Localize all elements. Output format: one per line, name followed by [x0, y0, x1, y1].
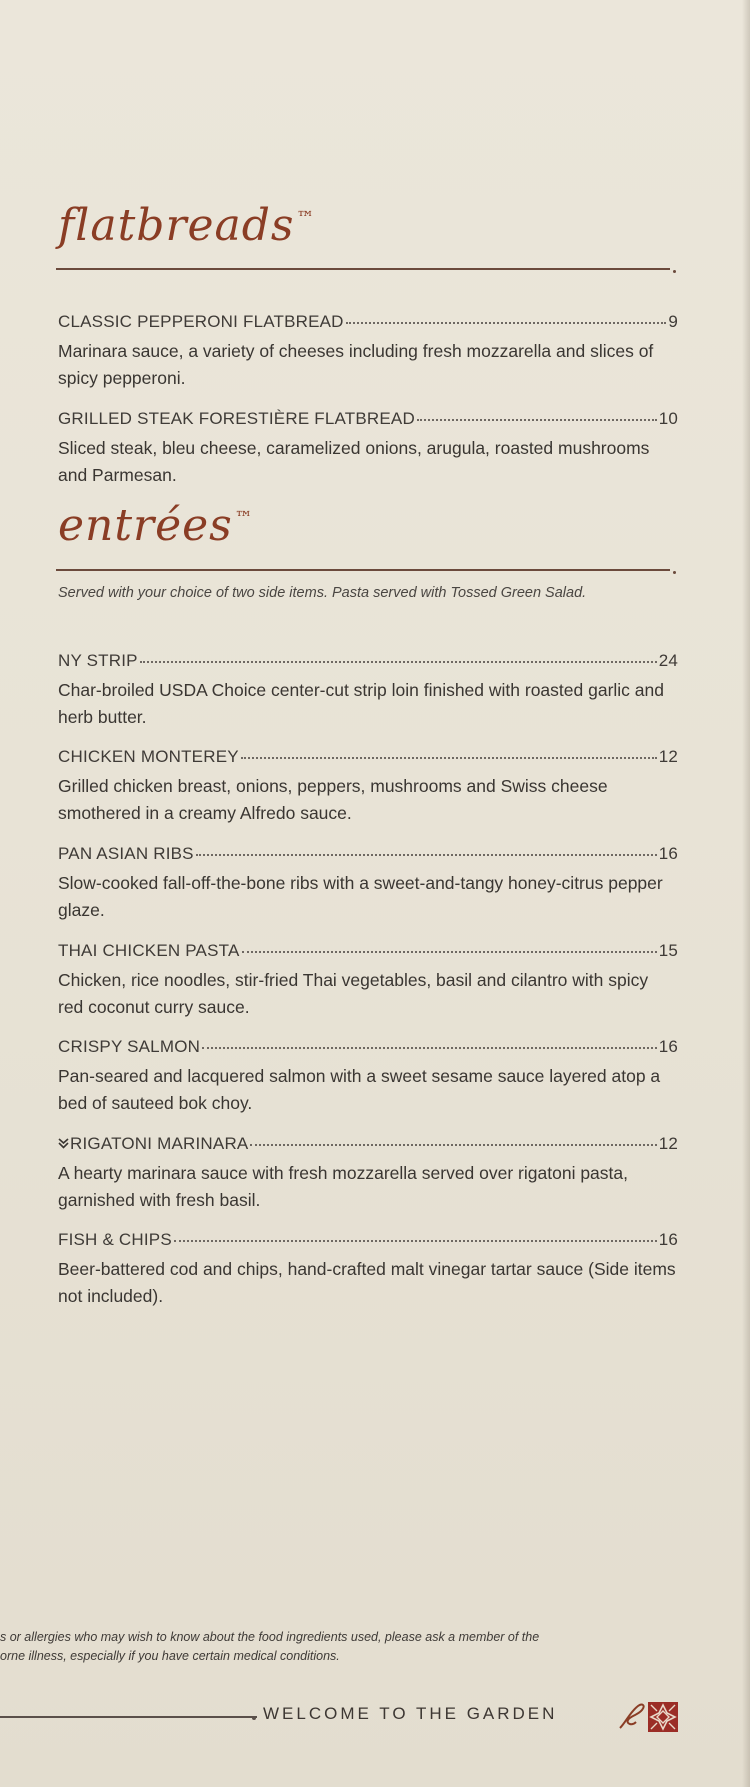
item-price: 12 [658, 1134, 678, 1153]
item-description: Grilled chicken breast, onions, peppers, mushrooms and Swiss cheese smothered in a creamy Alfredo sauce. [58, 776, 608, 823]
menu-item [58, 312, 678, 392]
menu-item [58, 1037, 678, 1117]
menu-item [58, 409, 678, 489]
trademark-mark: ™ [234, 508, 254, 530]
item-description: Sliced steak, bleu cheese, caramelized onions, arugula, roasted mushrooms and Parmesan. [58, 438, 650, 485]
flourish-icon [616, 1698, 650, 1739]
item-price: 16 [658, 844, 678, 863]
item-price: 9 [668, 312, 678, 331]
item-price: 12 [658, 747, 678, 766]
dot-leader [242, 950, 657, 953]
item-price: 16 [658, 1230, 678, 1249]
menu-item [58, 844, 678, 924]
item-description: Pan-seared and lacquered salmon with a sweet sesame sauce layered atop a bed of sauteed bok choy. [58, 1066, 661, 1113]
item-name: RIGATONI MARINARA [70, 1134, 249, 1153]
hilton-garden-logo-icon [648, 1702, 678, 1732]
section-title-text: flatbreads [58, 200, 295, 251]
item-name: FISH & CHIPS [58, 1230, 172, 1249]
section-title-entrees [58, 500, 254, 551]
item-name: CLASSIC PEPPERONI FLATBREAD [58, 312, 344, 331]
menu-item [58, 651, 678, 731]
item-name: NY STRIP [58, 651, 138, 670]
section-divider [56, 268, 670, 270]
item-price: 24 [658, 651, 678, 670]
item-name: GRILLED STEAK FORESTIÈRE FLATBREAD [58, 409, 415, 428]
section-title-text: entrées [58, 500, 233, 551]
menu-item [58, 1134, 678, 1214]
vegetarian-icon [58, 1136, 69, 1152]
item-description: Slow-cooked fall-off-the-bone ribs with a sweet-and-tangy honey-citrus pepper glaze. [58, 873, 663, 920]
section-note: Served with your choice of two side items. Pasta served with Tossed Green Salad. [58, 585, 587, 601]
item-name: PAN ASIAN RIBS [58, 844, 194, 863]
item-description: Char-broiled USDA Choice center-cut strip loin finished with roasted garlic and herb butter. [58, 680, 664, 727]
item-description: Marinara sauce, a variety of cheeses including fresh mozzarella and slices of spicy pepperoni. [58, 341, 654, 388]
dot-leader [140, 660, 657, 663]
dot-leader [174, 1239, 657, 1242]
dot-leader [250, 1143, 656, 1146]
menu-item [58, 941, 678, 1021]
item-price: 10 [658, 409, 678, 428]
footnote-line: s or allergies who may wish to know about the food ingredients used, please ask a member of the [0, 1630, 540, 1644]
item-name: THAI CHICKEN PASTA [58, 941, 240, 960]
item-price: 16 [658, 1037, 678, 1056]
dot-leader [196, 853, 657, 856]
dot-leader [241, 756, 657, 759]
item-description: Chicken, rice noodles, stir-fried Thai vegetables, basil and cilantro with spicy red coconut curry sauce. [58, 970, 649, 1017]
item-price: 15 [658, 941, 678, 960]
footer-tagline: WELCOME TO THE GARDEN [263, 1704, 558, 1723]
menu-item [58, 747, 678, 827]
page-edge-shadow [742, 0, 750, 1787]
item-description: A hearty marinara sauce with fresh mozzarella served over rigatoni pasta, garnished with fresh basil. [58, 1163, 628, 1210]
footnote-line: orne illness, especially if you have certain medical conditions. [0, 1649, 340, 1663]
item-name: CRISPY SALMON [58, 1037, 201, 1056]
dot-leader [417, 418, 657, 421]
item-name: CHICKEN MONTEREY [58, 747, 239, 766]
allergy-footnote [0, 1628, 700, 1666]
section-title-flatbreads [58, 200, 316, 251]
footer-divider [0, 1716, 257, 1718]
footer-divider-dot [252, 1716, 256, 1720]
menu-item [58, 1230, 678, 1310]
dot-leader [202, 1046, 657, 1049]
item-description: Beer-battered cod and chips, hand-crafted malt vinegar tartar sauce (Side items not included). [58, 1259, 676, 1306]
trademark-mark: ™ [296, 208, 316, 230]
section-divider [56, 569, 670, 571]
dot-leader [346, 321, 667, 324]
